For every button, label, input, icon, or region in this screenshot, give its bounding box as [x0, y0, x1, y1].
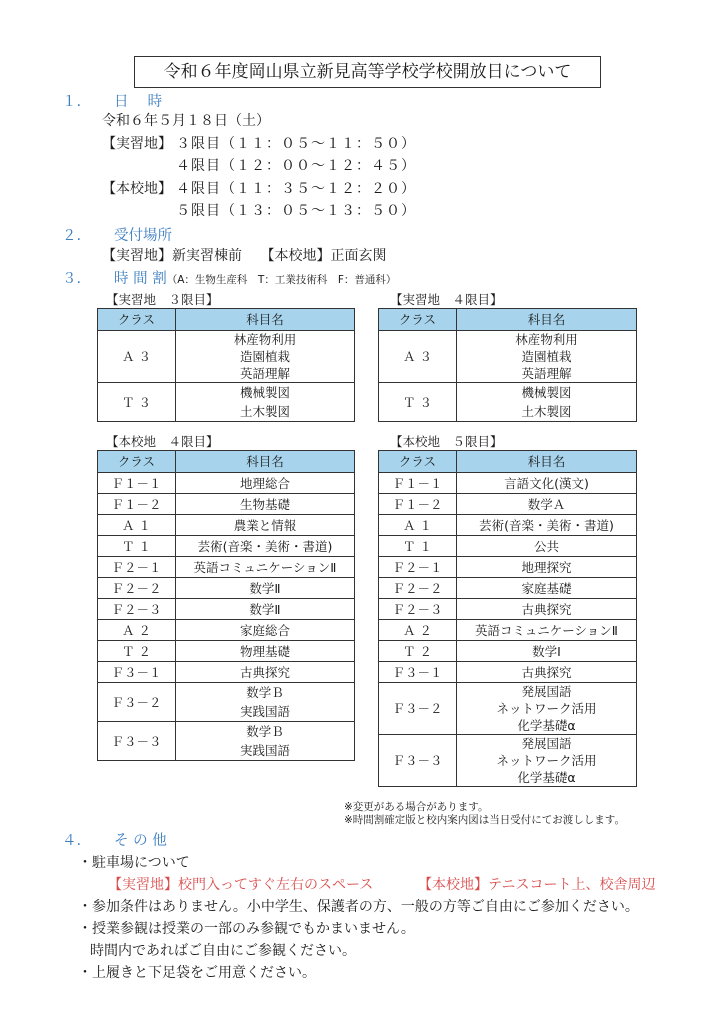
subject-name: 家庭総合: [239, 622, 290, 638]
column-header-class: クラス: [379, 309, 457, 331]
page-title: 令和６年度岡山県立新見高等学校学校開放日について: [134, 56, 601, 88]
subject-name: 英語コミュニケーションⅡ: [475, 622, 618, 638]
class-cell: Ｆ２－１: [379, 557, 457, 578]
subject-cell: [457, 620, 637, 641]
table-row: [98, 557, 355, 578]
subject-name: 公共: [533, 538, 559, 554]
class-cell: Ｔ ３: [98, 383, 176, 422]
timetable-honko-5: [378, 450, 637, 787]
class-cell: Ｔ １: [98, 536, 176, 557]
class-cell: Ｆ２－２: [379, 578, 457, 599]
class-cell: Ｆ２－３: [379, 599, 457, 620]
subject-cell: [457, 515, 637, 536]
table-row: [379, 599, 637, 620]
subject-name: 発展国語: [521, 736, 572, 751]
class-cell: Ｆ１－２: [379, 494, 457, 515]
class-cell: Ｆ３－２: [379, 683, 457, 735]
subject-cell: [176, 683, 355, 722]
subject-name: ネットワーク活用: [496, 701, 597, 716]
subject-name: 実践国語: [239, 743, 290, 758]
class-cell: Ｆ３－３: [98, 722, 176, 761]
subject-cell: [457, 662, 637, 683]
section-1-heading: [62, 90, 162, 111]
table-row: [379, 662, 637, 683]
parking-jisshu: 【実習地】校門入ってすぐ左右のスペース: [108, 877, 374, 893]
table-row: [379, 683, 637, 735]
section-2-title: 受付場所: [114, 228, 172, 244]
subject-cell: [457, 331, 637, 383]
subject-name: 言語文化(漢文): [504, 475, 589, 491]
class-cell: Ｆ３－１: [379, 662, 457, 683]
subject-cell: [176, 620, 355, 641]
section-3-number: ３.: [62, 271, 82, 287]
class-cell: Ｆ３－２: [98, 683, 176, 722]
section-3-heading: [62, 267, 396, 288]
subject-name: 古典探究: [521, 664, 572, 680]
subject-name: 数学Ⅰ: [532, 643, 561, 659]
subject-name: 家庭基礎: [521, 580, 572, 596]
subject-cell: [176, 662, 355, 683]
section-1-title: 日 時: [114, 94, 163, 110]
event-date: 令和６年５月１８日（土）: [102, 113, 270, 129]
note-change: ※変更がある場合があります。: [344, 801, 489, 813]
subject-cell: [457, 494, 637, 515]
subject-name: 数学Ｂ: [246, 724, 284, 739]
subject-name: 地理総合: [239, 475, 290, 491]
subject-cell: [176, 494, 355, 515]
subject-name: 農業と情報: [233, 517, 297, 533]
table-row: [98, 536, 355, 557]
subject-cell: [457, 578, 637, 599]
subject-cell: [176, 536, 355, 557]
table-row: [379, 515, 637, 536]
subject-name: 英語理解: [521, 366, 572, 381]
subject-name: ネットワーク活用: [496, 753, 597, 768]
subject-cell: [176, 722, 355, 761]
subject-name: 機械製図: [239, 385, 290, 400]
subject-name: 土木製図: [239, 404, 290, 419]
class-cell: Ｆ２－２: [98, 578, 176, 599]
table-row: [98, 722, 355, 761]
subject-name: 地理探究: [521, 559, 572, 575]
subject-name: 物理基礎: [239, 643, 290, 659]
class-cell: Ａ ３: [98, 331, 176, 383]
class-cell: Ａ ２: [379, 620, 457, 641]
observation-note-2: 時間内であればご自由にご参観ください。: [90, 943, 356, 959]
subject-name: 化学基礎α: [517, 718, 576, 733]
subject-cell: [176, 515, 355, 536]
table-label-honko-4: 【本校地 ４限目】: [106, 434, 219, 449]
class-cell: Ｆ３－１: [98, 662, 176, 683]
section-2-heading: [62, 224, 172, 245]
schedule-place-1: 【実習地】: [102, 136, 172, 152]
subject-cell: [457, 557, 637, 578]
table-row: [379, 331, 637, 383]
subject-name: 英語理解: [239, 366, 290, 381]
table-row: [98, 383, 355, 422]
class-cell: Ａ １: [379, 515, 457, 536]
department-legend: （A：生物生産科 T：工業技術科 F：普通科）: [166, 274, 397, 286]
table-row: [379, 578, 637, 599]
subject-cell: [457, 473, 637, 494]
subject-cell: [457, 683, 637, 735]
table-row: [98, 578, 355, 599]
class-cell: Ｔ １: [379, 536, 457, 557]
schedule-time-4: ５限目（１３：０５～１３：５０）: [176, 203, 416, 219]
subject-cell: [176, 383, 355, 422]
subject-name: 古典探究: [521, 601, 572, 617]
table-row: [98, 683, 355, 722]
parking-label: ・駐車場について: [78, 855, 190, 871]
subject-name: 土木製図: [521, 404, 572, 419]
subject-cell: [457, 735, 637, 787]
table-label-honko-5: 【本校地 ５限目】: [390, 434, 503, 449]
column-header-class: クラス: [98, 309, 176, 331]
class-cell: Ｔ ２: [379, 641, 457, 662]
section-3-title: 時 間 割: [114, 271, 167, 287]
table-row: [379, 557, 637, 578]
column-header-subject: 科目名: [457, 309, 637, 331]
column-header-class: クラス: [98, 451, 176, 473]
table-row: [98, 473, 355, 494]
subject-name: 造園植栽: [239, 349, 290, 364]
table-row: [98, 641, 355, 662]
shoes-note: ・上履きと下足袋をご用意ください。: [78, 965, 316, 981]
class-cell: Ｆ２－３: [98, 599, 176, 620]
subject-name: 芸術(音楽・美術・書道): [197, 538, 333, 554]
schedule-place-3: 【本校地】: [102, 181, 172, 197]
section-2-number: ２.: [62, 228, 82, 244]
table-row: [98, 662, 355, 683]
class-cell: Ａ １: [98, 515, 176, 536]
column-header-subject: 科目名: [176, 451, 355, 473]
subject-cell: [176, 641, 355, 662]
schedule-time-1: ３限目（１１：０５～１１：５０）: [176, 136, 416, 152]
subject-name: 造園植栽: [521, 349, 572, 364]
class-cell: Ａ ２: [98, 620, 176, 641]
table-row: [98, 620, 355, 641]
table-row: [379, 473, 637, 494]
subject-cell: [176, 557, 355, 578]
subject-name: 生物基礎: [239, 496, 290, 512]
subject-name: 芸術(音楽・美術・書道): [479, 517, 614, 533]
schedule-time-2: ４限目（１２：００～１２：４５）: [176, 158, 416, 174]
parking-honko: 【本校地】テニスコート上、校舎周辺: [418, 877, 656, 893]
table-row: [98, 331, 355, 383]
class-cell: Ｆ３－３: [379, 735, 457, 787]
table-label-jisshu-4: 【実習地 ４限目】: [390, 292, 503, 307]
table-row: [379, 735, 637, 787]
participation-note: ・参加条件はありません。小中学生、保護者の方、一般の方等ご自由にご参加ください。: [78, 899, 639, 915]
schedule-time-3: ４限目（１１：３５～１２：２０）: [176, 181, 416, 197]
subject-name: 英語コミュニケーションⅡ: [193, 559, 337, 575]
column-header-subject: 科目名: [176, 309, 355, 331]
subject-name: 数学Ａ: [527, 496, 566, 512]
subject-cell: [176, 599, 355, 620]
subject-name: 化学基礎α: [517, 770, 576, 785]
class-cell: Ｆ１－１: [379, 473, 457, 494]
column-header-class: クラス: [379, 451, 457, 473]
section-4-title: そ の 他: [114, 833, 167, 849]
timetable-jisshu-4: [378, 308, 637, 422]
class-cell: Ｆ２－１: [98, 557, 176, 578]
subject-name: 実践国語: [239, 704, 290, 719]
table-row: [379, 536, 637, 557]
class-cell: Ｆ１－２: [98, 494, 176, 515]
class-cell: Ｔ ２: [98, 641, 176, 662]
table-row: [98, 515, 355, 536]
subject-name: 数学Ⅱ: [249, 601, 281, 617]
subject-name: 古典探究: [239, 664, 290, 680]
section-4-heading: [62, 829, 167, 850]
timetable-honko-4: [97, 450, 355, 761]
subject-cell: [176, 473, 355, 494]
subject-cell: [176, 578, 355, 599]
section-1-number: １.: [62, 94, 82, 110]
subject-cell: [176, 331, 355, 383]
subject-cell: [457, 536, 637, 557]
subject-cell: [457, 599, 637, 620]
subject-name: 数学Ｂ: [246, 685, 284, 700]
table-row: [379, 620, 637, 641]
subject-name: 林産物利用: [233, 332, 297, 347]
table-row: [379, 383, 637, 422]
table-label-jisshu-3: 【実習地 ３限目】: [106, 292, 219, 307]
table-row: [98, 599, 355, 620]
section-4-number: ４.: [62, 833, 82, 849]
class-cell: Ｔ ３: [379, 383, 457, 422]
reception-place: 【実習地】新実習棟前 【本校地】正面玄関: [102, 248, 387, 264]
class-cell: Ａ ３: [379, 331, 457, 383]
subject-name: 機械製図: [521, 385, 572, 400]
column-header-subject: 科目名: [457, 451, 637, 473]
class-cell: Ｆ１－１: [98, 473, 176, 494]
subject-cell: [457, 641, 637, 662]
subject-name: 林産物利用: [515, 332, 578, 347]
subject-name: 数学Ⅱ: [249, 580, 281, 596]
table-row: [379, 494, 637, 515]
note-handout: ※時間割確定版と校内案内図は当日受付にてお渡しします。: [344, 814, 625, 826]
observation-note-1: ・授業参観は授業の一部のみ参観でもかまいません。: [78, 921, 415, 937]
timetable-jisshu-3: [97, 308, 355, 422]
table-row: [379, 641, 637, 662]
subject-cell: [457, 383, 637, 422]
subject-name: 発展国語: [521, 684, 572, 699]
table-row: [98, 494, 355, 515]
